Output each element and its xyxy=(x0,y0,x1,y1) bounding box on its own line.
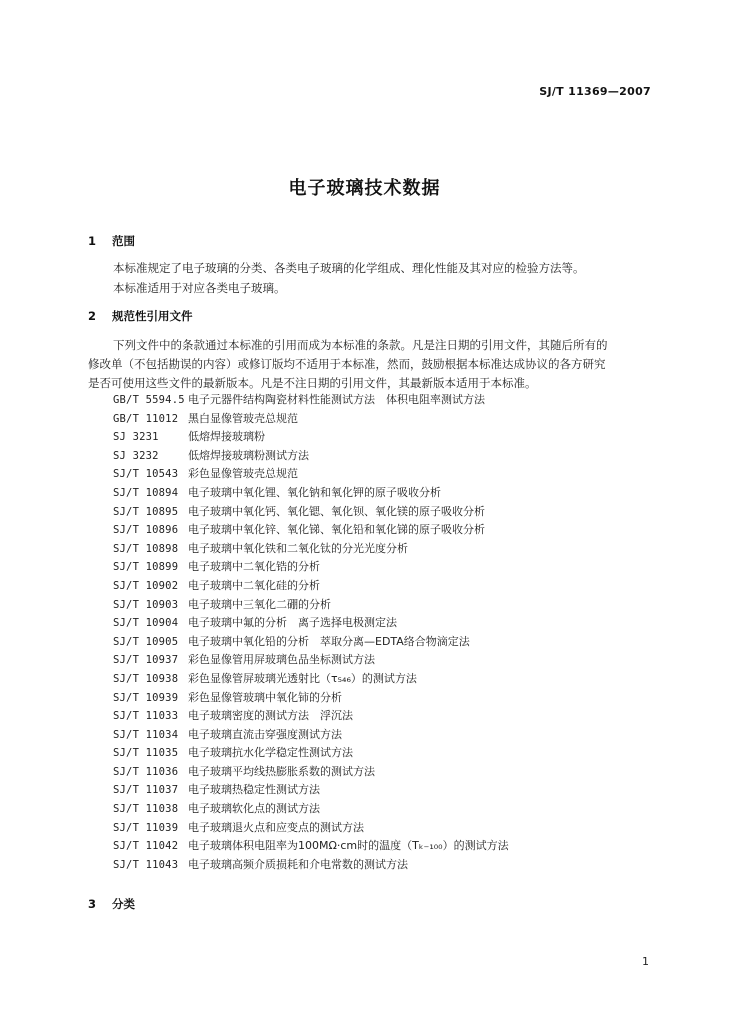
section-2-heading xyxy=(88,308,193,324)
reference-item xyxy=(113,781,509,800)
reference-code: SJ/T 10898 xyxy=(113,542,179,555)
reference-title: 电子玻璃平均线热膨胀系数的测试方法 xyxy=(188,764,375,778)
section-title: 规范性引用文件 xyxy=(112,309,193,323)
section-number: 3 xyxy=(88,897,97,911)
reference-title: 电子元器件结构陶瓷材料性能测试方法 体积电阻率测试方法 xyxy=(188,393,485,406)
reference-code: SJ/T 10903 xyxy=(113,598,179,611)
section-1-heading xyxy=(88,233,135,249)
reference-item xyxy=(113,596,509,615)
reference-code: SJ/T 10905 xyxy=(113,635,179,648)
reference-title: 低熔焊接玻璃粉测试方法 xyxy=(188,448,309,462)
intro-line: 是否可使用这些文件的最新版本。凡是不注日期的引用文件，其最新版本适用于本标准。 xyxy=(88,376,537,390)
reference-item xyxy=(113,503,509,522)
reference-item xyxy=(113,484,509,503)
reference-code: SJ 3231 xyxy=(113,431,159,444)
reference-title: 彩色显像管用屏玻璃色品坐标测试方法 xyxy=(188,653,375,667)
reference-item xyxy=(113,577,509,596)
reference-code: SJ/T 10902 xyxy=(113,579,179,592)
document-title: 电子玻璃技术数据 xyxy=(288,178,441,199)
reference-title: 彩色显像管玻壳总规范 xyxy=(188,467,298,481)
reference-item xyxy=(113,707,509,726)
reference-title: 电子玻璃中二氧化锆的分析 xyxy=(188,560,320,574)
reference-title: 彩色显像管玻璃中氧化铈的分析 xyxy=(188,690,342,704)
intro-line: 修改单（不包括勘误的内容）或修订版均不适用于本标准，然而，鼓励根据本标准达成协议的各方研究 xyxy=(88,357,606,371)
reference-title: 电子玻璃直流击穿强度测试方法 xyxy=(188,727,342,741)
reference-title: 电子玻璃热稳定性测试方法 xyxy=(188,783,320,797)
reference-code: SJ/T 10904 xyxy=(113,617,179,630)
reference-title: 电子玻璃软化点的测试方法 xyxy=(188,802,320,816)
reference-item xyxy=(113,614,509,633)
reference-code: GB/T 11012 xyxy=(113,412,179,425)
reference-code: SJ/T 11039 xyxy=(113,821,179,834)
reference-item xyxy=(113,633,509,652)
page-number: 1 xyxy=(642,955,649,968)
reference-item xyxy=(113,726,509,745)
reference-title: 电子玻璃中氧化锌、氧化锑、氧化铅和氧化锑的原子吸收分析 xyxy=(188,523,485,537)
reference-title: 黑白显像管玻壳总规范 xyxy=(188,411,298,425)
reference-title: 电子玻璃中氧化锂、氧化钠和氧化钾的原子吸收分析 xyxy=(188,485,441,499)
reference-code: SJ/T 11034 xyxy=(113,728,179,741)
reference-title: 电子玻璃高频介质损耗和介电常数的测试方法 xyxy=(188,857,408,871)
reference-code: GB/T 5594.5 xyxy=(113,394,185,406)
reference-code: SJ/T 11043 xyxy=(113,858,179,871)
reference-title: 电子玻璃抗水化学稳定性测试方法 xyxy=(188,746,353,760)
reference-item xyxy=(113,819,509,838)
reference-code: SJ/T 10938 xyxy=(113,672,179,685)
reference-item xyxy=(113,800,509,819)
reference-code: SJ/T 11037 xyxy=(113,784,179,797)
reference-item xyxy=(113,521,509,540)
reference-title: 电子玻璃密度的测试方法 浮沉法 xyxy=(188,709,353,723)
reference-code: SJ/T 10894 xyxy=(113,486,179,499)
reference-title: 彩色显像管屏玻璃光透射比（τ₅₄₆）的测试方法 xyxy=(188,671,417,685)
paragraph: 本标准规定了电子玻璃的分类、各类电子玻璃的化学组成、理化性能及其对应的检验方法等。 xyxy=(113,261,585,275)
section-3-heading xyxy=(88,896,135,912)
reference-code: SJ/T 10899 xyxy=(113,561,179,574)
paragraph: 本标准适用于对应各类电子玻璃。 xyxy=(113,281,286,295)
reference-title: 电子玻璃中氧化钙、氧化锶、氧化钡、氧化镁的原子吸收分析 xyxy=(188,504,485,518)
reference-item xyxy=(113,763,509,782)
reference-item xyxy=(113,670,509,689)
reference-title: 电子玻璃中二氧化硅的分析 xyxy=(188,578,320,592)
reference-title: 电子玻璃退火点和应变点的测试方法 xyxy=(188,820,364,834)
reference-item xyxy=(113,447,509,466)
reference-code: SJ/T 10543 xyxy=(113,468,179,481)
reference-item xyxy=(113,410,509,429)
reference-code: SJ/T 11042 xyxy=(113,840,179,853)
reference-item xyxy=(113,744,509,763)
document-code: SJ/T 11369—2007 xyxy=(539,85,651,98)
reference-item xyxy=(113,689,509,708)
reference-title: 电子玻璃体积电阻率为100MΩ·cm时的温度（Tₖ₋₁₀₀）的测试方法 xyxy=(188,839,509,853)
intro-line: 下列文件中的条款通过本标准的引用而成为本标准的条款。凡是注日期的引用文件，其随后所有的 xyxy=(113,338,608,352)
section-title: 范围 xyxy=(112,234,136,248)
reference-item xyxy=(113,651,509,670)
section-title: 分类 xyxy=(112,897,136,911)
reference-code: SJ/T 11035 xyxy=(113,747,179,760)
reference-code: SJ 3232 xyxy=(113,449,159,462)
reference-item xyxy=(113,540,509,559)
reference-item xyxy=(113,837,509,856)
section-number: 2 xyxy=(88,309,97,323)
reference-item xyxy=(113,465,509,484)
reference-code: SJ/T 10895 xyxy=(113,505,179,518)
reference-title: 电子玻璃中三氧化二硼的分析 xyxy=(188,597,331,611)
reference-title: 电子玻璃中氟的分析 离子选择电极测定法 xyxy=(188,616,397,630)
reference-item xyxy=(113,558,509,577)
reference-code: SJ/T 11038 xyxy=(113,803,179,816)
reference-code: SJ/T 11033 xyxy=(113,710,179,723)
reference-item xyxy=(113,428,509,447)
reference-code: SJ/T 10896 xyxy=(113,524,179,537)
reference-title: 电子玻璃中氧化铁和二氧化钛的分光光度分析 xyxy=(188,541,408,555)
section-number: 1 xyxy=(88,234,97,248)
reference-title: 电子玻璃中氧化铅的分析 萃取分离—EDTA络合物滴定法 xyxy=(188,634,470,648)
reference-title: 低熔焊接玻璃粉 xyxy=(188,430,265,444)
reference-code: SJ/T 10937 xyxy=(113,654,179,667)
reference-list xyxy=(113,391,509,874)
reference-code: SJ/T 10939 xyxy=(113,691,179,704)
reference-code: SJ/T 11036 xyxy=(113,765,179,778)
reference-item xyxy=(113,856,509,875)
reference-item xyxy=(113,391,509,410)
